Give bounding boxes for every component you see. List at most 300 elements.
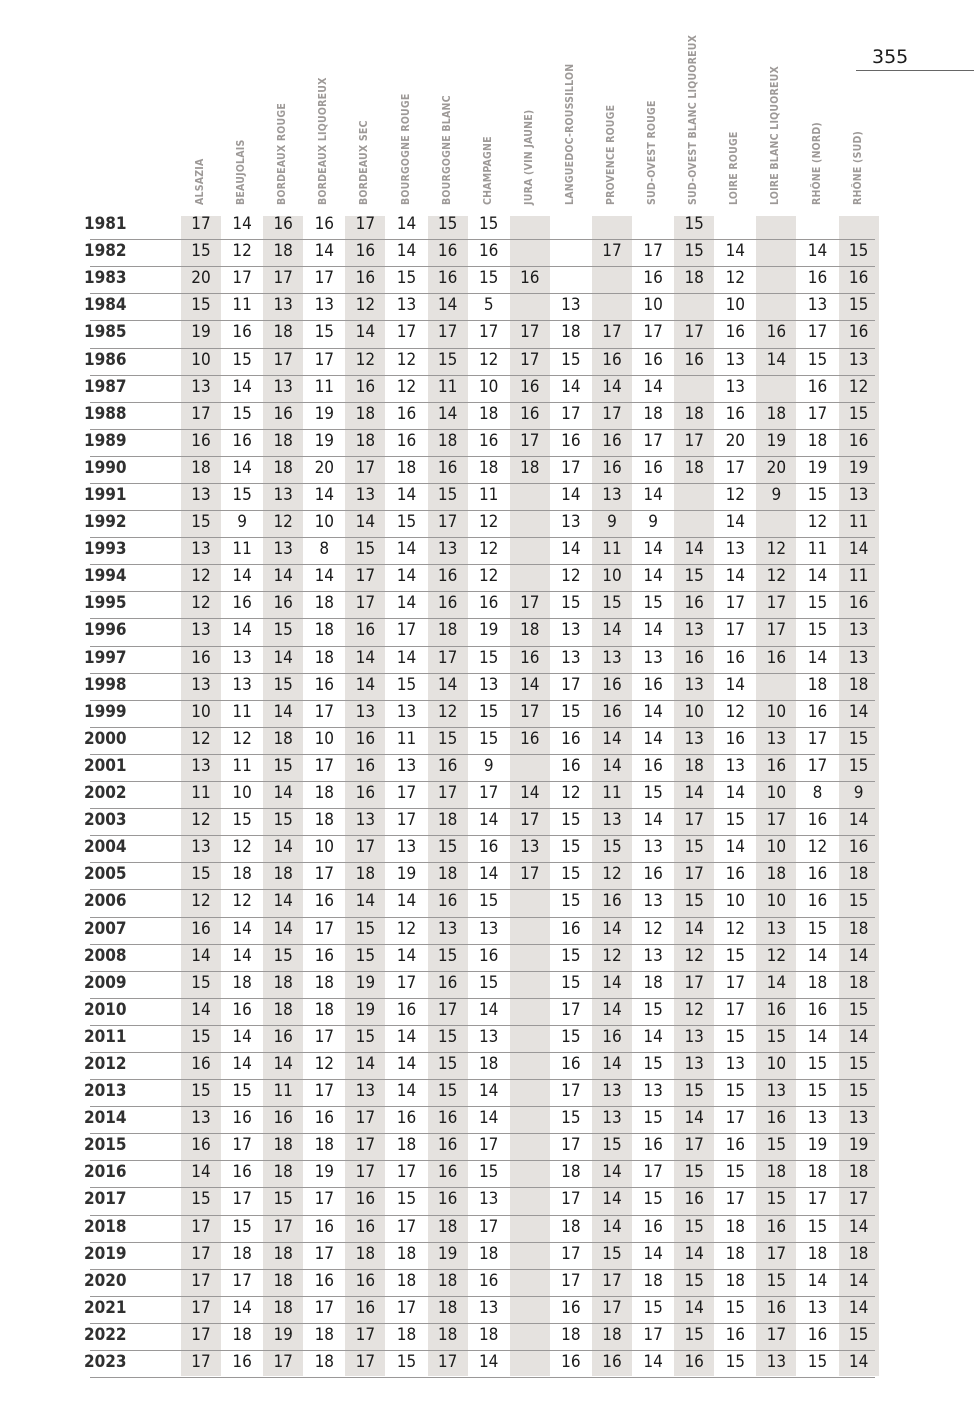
score-cell: 15 xyxy=(191,1026,211,1047)
score-cell: 17 xyxy=(643,322,663,343)
year-label: 2019 xyxy=(84,1243,127,1264)
score-cell: 14 xyxy=(520,674,540,695)
score-cell: 14 xyxy=(314,485,335,505)
score-cell: 13 xyxy=(191,755,211,776)
score-cell: 12 xyxy=(807,837,828,858)
score-cell: 16 xyxy=(602,891,622,912)
score-cell: 16 xyxy=(355,783,376,803)
row-divider xyxy=(90,320,875,321)
score-cell: 12 xyxy=(437,701,458,722)
score-cell: 14 xyxy=(396,593,417,614)
score-cell: 16 xyxy=(355,728,376,749)
year-label: 2015 xyxy=(84,1135,127,1156)
score-cell: 13 xyxy=(561,512,581,532)
score-cell: 15 xyxy=(807,1216,828,1237)
score-cell: 18 xyxy=(232,1243,252,1264)
score-cell: 13 xyxy=(273,539,293,560)
row-divider xyxy=(90,944,875,945)
column-header: LOIRE BLANC LIQUOREUX xyxy=(769,66,782,205)
score-cell: 14 xyxy=(602,999,622,1020)
score-cell: 12 xyxy=(848,376,869,397)
score-cell: 15 xyxy=(273,755,293,776)
score-cell: 13 xyxy=(355,810,376,831)
score-cell: 16 xyxy=(848,593,869,614)
score-cell: 16 xyxy=(314,674,335,695)
score-cell: 14 xyxy=(807,1026,828,1047)
score-cell: 14 xyxy=(602,918,622,939)
score-cell: 10 xyxy=(766,1054,787,1074)
score-cell: 15 xyxy=(766,1135,787,1156)
score-cell: 16 xyxy=(437,755,458,776)
score-cell: 13 xyxy=(602,647,622,668)
score-cell: 15 xyxy=(643,1189,663,1210)
score-cell: 8 xyxy=(812,783,823,803)
score-cell: 13 xyxy=(355,1081,376,1101)
score-cell: 15 xyxy=(848,755,869,776)
score-cell: 13 xyxy=(314,295,335,316)
score-cell: 17 xyxy=(273,349,293,370)
score-cell: 11 xyxy=(232,539,252,560)
column-header: SUD-OVEST BLANC LIQUOREUX xyxy=(687,34,700,205)
score-cell: 12 xyxy=(684,945,704,966)
score-cell: 14 xyxy=(643,620,663,641)
score-cell: 10 xyxy=(766,783,787,803)
score-cell: 11 xyxy=(232,755,252,776)
score-cell: 14 xyxy=(355,891,376,912)
score-cell: 15 xyxy=(273,620,293,641)
score-cell: 15 xyxy=(396,268,417,289)
score-cell: 15 xyxy=(684,214,704,234)
score-cell: 14 xyxy=(684,1243,704,1264)
score-cell: 18 xyxy=(273,1270,293,1291)
score-cell: 16 xyxy=(232,1162,252,1183)
year-label: 2006 xyxy=(84,891,127,912)
year-label: 1984 xyxy=(84,295,127,316)
year-label: 2012 xyxy=(84,1054,127,1074)
score-cell: 13 xyxy=(684,728,704,749)
score-cell: 16 xyxy=(437,566,458,587)
score-cell: 13 xyxy=(232,674,252,695)
score-cell: 12 xyxy=(766,945,787,966)
score-cell: 15 xyxy=(684,241,704,262)
score-cell: 18 xyxy=(684,268,704,289)
score-cell: 15 xyxy=(725,810,746,831)
year-label: 2013 xyxy=(84,1081,127,1101)
score-cell: 12 xyxy=(191,593,211,614)
score-cell: 17 xyxy=(478,1135,499,1156)
score-cell: 17 xyxy=(437,783,458,803)
score-cell: 17 xyxy=(725,972,746,993)
year-label: 2001 xyxy=(84,755,127,776)
score-cell: 15 xyxy=(848,891,869,912)
score-cell: 16 xyxy=(807,701,828,722)
score-cell: 14 xyxy=(396,566,417,587)
score-cell: 17 xyxy=(314,1189,335,1210)
score-cell: 11 xyxy=(848,566,869,587)
score-cell: 16 xyxy=(191,647,211,668)
score-cell: 17 xyxy=(437,512,458,532)
score-cell: 16 xyxy=(273,214,293,234)
score-cell: 16 xyxy=(807,810,828,831)
score-cell: 17 xyxy=(766,593,787,614)
score-cell: 18 xyxy=(561,1324,581,1345)
score-cell: 13 xyxy=(396,295,417,316)
row-divider xyxy=(90,564,875,565)
score-cell: 13 xyxy=(684,620,704,641)
score-cell: 17 xyxy=(561,999,581,1020)
score-cell: 14 xyxy=(273,783,293,803)
score-cell: 14 xyxy=(807,647,828,668)
score-cell: 16 xyxy=(807,268,828,289)
score-cell: 15 xyxy=(478,214,499,234)
score-cell: 17 xyxy=(396,783,417,803)
score-cell: 18 xyxy=(273,728,293,749)
score-cell: 13 xyxy=(273,295,293,316)
score-cell: 17 xyxy=(725,999,746,1020)
score-cell: 14 xyxy=(355,512,376,532)
score-cell: 12 xyxy=(232,241,252,262)
year-label: 1997 xyxy=(84,647,127,668)
score-cell: 17 xyxy=(191,1270,211,1291)
year-label: 2023 xyxy=(84,1352,127,1372)
score-cell: 14 xyxy=(602,972,622,993)
score-cell: 15 xyxy=(561,972,581,993)
score-cell: 15 xyxy=(602,837,622,858)
score-cell: 15 xyxy=(273,810,293,831)
score-cell: 14 xyxy=(602,1189,622,1210)
score-cell: 15 xyxy=(191,1081,211,1101)
column-header: JURA (VIN JAUNE) xyxy=(522,109,535,205)
score-cell: 15 xyxy=(355,945,376,966)
score-cell: 17 xyxy=(520,593,540,614)
row-divider xyxy=(90,348,875,349)
score-cell: 16 xyxy=(273,403,293,424)
score-cell: 17 xyxy=(314,1243,335,1264)
score-cell: 17 xyxy=(191,1324,211,1345)
score-cell: 15 xyxy=(561,1026,581,1047)
score-cell: 18 xyxy=(478,1324,499,1345)
score-cell: 15 xyxy=(807,918,828,939)
score-cell: 14 xyxy=(848,1216,869,1237)
score-cell: 15 xyxy=(848,241,869,262)
score-cell: 18 xyxy=(520,620,540,641)
score-cell: 14 xyxy=(643,376,663,397)
score-cell: 19 xyxy=(848,1135,869,1156)
score-cell: 12 xyxy=(561,783,581,803)
score-cell: 18 xyxy=(807,430,828,451)
row-divider xyxy=(90,1377,875,1378)
score-cell: 18 xyxy=(273,1243,293,1264)
score-cell: 17 xyxy=(478,1216,499,1237)
score-cell: 16 xyxy=(478,837,499,858)
score-cell: 13 xyxy=(766,1081,787,1101)
score-cell: 14 xyxy=(807,241,828,262)
score-cell: 17 xyxy=(725,620,746,641)
score-cell: 18 xyxy=(520,457,540,478)
row-divider xyxy=(90,618,875,619)
score-cell: 14 xyxy=(355,322,376,343)
year-label: 1987 xyxy=(84,376,127,397)
score-cell: 15 xyxy=(725,945,746,966)
year-label: 2005 xyxy=(84,864,127,885)
score-cell: 17 xyxy=(602,1270,622,1291)
score-cell: 16 xyxy=(725,1324,746,1345)
score-cell: 14 xyxy=(725,512,746,532)
score-cell: 14 xyxy=(643,539,663,560)
column-header: LOIRE ROUGE xyxy=(728,131,741,205)
score-cell: 13 xyxy=(561,295,581,316)
year-label: 2007 xyxy=(84,918,127,939)
score-cell: 14 xyxy=(355,1054,376,1074)
score-cell: 10 xyxy=(766,891,787,912)
score-cell: 15 xyxy=(643,1108,663,1129)
score-cell: 9 xyxy=(483,755,494,776)
score-cell: 14 xyxy=(273,837,293,858)
score-cell: 13 xyxy=(191,620,211,641)
score-cell: 14 xyxy=(643,1026,663,1047)
score-cell: 16 xyxy=(766,322,787,343)
score-cell: 20 xyxy=(725,430,746,451)
score-cell: 17 xyxy=(561,1189,581,1210)
year-label: 1986 xyxy=(84,349,127,370)
score-cell: 16 xyxy=(848,268,869,289)
score-cell: 18 xyxy=(437,1297,458,1318)
score-cell: 18 xyxy=(725,1243,746,1264)
score-cell: 15 xyxy=(273,945,293,966)
score-cell: 17 xyxy=(561,1243,581,1264)
score-cell: 18 xyxy=(561,1216,581,1237)
score-cell: 15 xyxy=(478,268,499,289)
score-cell: 17 xyxy=(684,972,704,993)
score-cell: 14 xyxy=(602,1162,622,1183)
year-label: 2018 xyxy=(84,1216,127,1237)
score-cell: 18 xyxy=(273,1135,293,1156)
score-cell: 16 xyxy=(561,1297,581,1318)
score-cell: 16 xyxy=(191,1054,211,1074)
score-cell: 13 xyxy=(684,674,704,695)
score-cell: 15 xyxy=(684,566,704,587)
year-label: 2021 xyxy=(84,1297,127,1318)
score-cell: 16 xyxy=(314,1108,335,1129)
score-cell: 15 xyxy=(478,701,499,722)
score-cell: 15 xyxy=(191,241,211,262)
score-cell: 17 xyxy=(273,1352,293,1372)
score-cell: 14 xyxy=(232,918,252,939)
score-cell: 16 xyxy=(561,1352,581,1372)
score-cell: 16 xyxy=(561,1054,581,1074)
row-divider xyxy=(90,862,875,863)
score-cell: 15 xyxy=(684,837,704,858)
score-cell: 16 xyxy=(848,837,869,858)
score-cell: 14 xyxy=(232,620,252,641)
score-cell: 16 xyxy=(314,1216,335,1237)
score-cell: 10 xyxy=(602,566,622,587)
score-cell: 17 xyxy=(725,593,746,614)
score-cell: 17 xyxy=(520,864,540,885)
score-cell: 16 xyxy=(191,1135,211,1156)
row-divider xyxy=(90,537,875,538)
score-cell: 13 xyxy=(478,1026,499,1047)
score-cell: 13 xyxy=(602,810,622,831)
score-cell: 14 xyxy=(725,783,746,803)
score-cell: 14 xyxy=(232,1026,252,1047)
score-cell: 17 xyxy=(561,457,581,478)
score-cell: 13 xyxy=(643,891,663,912)
score-cell: 13 xyxy=(355,485,376,505)
year-label: 2017 xyxy=(84,1189,127,1210)
year-label: 1983 xyxy=(84,268,127,289)
score-cell: 18 xyxy=(355,864,376,885)
score-cell: 14 xyxy=(807,566,828,587)
score-cell: 11 xyxy=(848,512,869,532)
score-cell: 16 xyxy=(437,1189,458,1210)
score-cell: 17 xyxy=(807,755,828,776)
score-cell: 13 xyxy=(396,701,417,722)
score-cell: 20 xyxy=(191,268,211,289)
column-header: RHÔNE (NORD) xyxy=(810,122,823,205)
score-cell: 14 xyxy=(602,620,622,641)
score-cell: 17 xyxy=(314,864,335,885)
score-cell: 14 xyxy=(396,1081,417,1101)
score-cell: 12 xyxy=(232,728,252,749)
score-cell: 17 xyxy=(355,457,376,478)
row-divider xyxy=(90,889,875,890)
score-cell: 18 xyxy=(725,1216,746,1237)
score-cell: 9 xyxy=(237,512,247,532)
score-cell: 17 xyxy=(355,1162,376,1183)
score-cell: 13 xyxy=(684,1054,704,1074)
score-cell: 14 xyxy=(396,539,417,560)
score-cell: 13 xyxy=(643,945,663,966)
score-cell: 17 xyxy=(807,322,828,343)
score-cell: 18 xyxy=(273,999,293,1020)
score-cell: 14 xyxy=(396,214,417,234)
score-cell: 16 xyxy=(684,1352,704,1372)
score-cell: 18 xyxy=(437,864,458,885)
row-divider xyxy=(90,971,875,972)
row-divider xyxy=(90,429,875,430)
score-cell: 14 xyxy=(766,972,787,993)
score-cell: 14 xyxy=(396,485,417,505)
score-cell: 14 xyxy=(478,999,499,1020)
score-cell: 14 xyxy=(561,539,581,560)
score-cell: 19 xyxy=(478,620,499,641)
score-cell: 17 xyxy=(396,1297,417,1318)
score-cell: 15 xyxy=(561,891,581,912)
score-cell: 18 xyxy=(232,972,252,993)
score-cell: 18 xyxy=(807,972,828,993)
score-cell: 16 xyxy=(437,1162,458,1183)
score-cell: 13 xyxy=(643,1081,663,1101)
score-cell: 17 xyxy=(766,1324,787,1345)
score-cell: 11 xyxy=(232,701,252,722)
score-cell: 15 xyxy=(643,1297,663,1318)
score-cell: 17 xyxy=(396,1162,417,1183)
score-cell: 16 xyxy=(561,918,581,939)
score-cell: 17 xyxy=(602,322,622,343)
score-cell: 17 xyxy=(191,1243,211,1264)
score-cell: 17 xyxy=(396,1216,417,1237)
score-cell: 13 xyxy=(602,1108,622,1129)
column-header: BEAUJOLAIS xyxy=(235,139,248,205)
score-cell: 19 xyxy=(314,430,335,451)
score-cell: 17 xyxy=(355,566,376,587)
score-cell: 16 xyxy=(191,430,211,451)
row-divider xyxy=(90,1350,875,1351)
score-cell: 16 xyxy=(273,1026,293,1047)
score-cell: 12 xyxy=(232,837,252,858)
score-cell: 15 xyxy=(396,674,417,695)
row-divider xyxy=(90,375,875,376)
score-cell: 14 xyxy=(602,1216,622,1237)
score-cell: 20 xyxy=(314,457,335,478)
year-label: 1996 xyxy=(84,620,127,641)
year-label: 2010 xyxy=(84,999,127,1020)
score-cell: 17 xyxy=(273,268,293,289)
score-cell: 18 xyxy=(561,322,581,343)
score-cell: 15 xyxy=(807,1081,828,1101)
score-cell: 13 xyxy=(561,620,581,641)
score-cell: 14 xyxy=(848,945,869,966)
score-cell: 15 xyxy=(725,1026,746,1047)
score-cell: 15 xyxy=(848,295,869,316)
row-divider xyxy=(90,917,875,918)
score-cell: 15 xyxy=(848,403,869,424)
score-cell: 15 xyxy=(314,322,335,343)
column-header: BORDEAUX ROUGE xyxy=(276,102,289,205)
score-cell: 14 xyxy=(273,918,293,939)
score-cell: 17 xyxy=(725,1189,746,1210)
score-cell: 17 xyxy=(191,214,211,234)
score-cell: 10 xyxy=(643,295,663,316)
score-cell: 18 xyxy=(561,1162,581,1183)
score-cell: 17 xyxy=(396,620,417,641)
score-cell: 14 xyxy=(232,214,252,234)
score-cell: 11 xyxy=(396,728,417,749)
score-cell: 13 xyxy=(602,485,622,505)
score-cell: 17 xyxy=(766,620,787,641)
score-cell: 17 xyxy=(684,430,704,451)
score-cell: 17 xyxy=(314,918,335,939)
score-cell: 15 xyxy=(437,1054,458,1074)
score-cell: 12 xyxy=(396,918,417,939)
score-cell: 12 xyxy=(725,918,746,939)
column-header: BORDEAUX LIQUOREUX xyxy=(317,77,330,205)
score-cell: 14 xyxy=(643,485,663,505)
score-cell: 17 xyxy=(684,1135,704,1156)
score-cell: 16 xyxy=(520,728,540,749)
score-cell: 17 xyxy=(684,810,704,831)
score-cell: 11 xyxy=(602,539,622,560)
year-label: 2008 xyxy=(84,945,127,966)
score-cell: 15 xyxy=(437,1026,458,1047)
column-header: LANGUEDOC-ROUSSILLON xyxy=(563,63,576,205)
score-cell: 11 xyxy=(478,485,499,505)
score-cell: 15 xyxy=(602,1243,622,1264)
score-cell: 15 xyxy=(478,972,499,993)
score-cell: 13 xyxy=(273,485,293,505)
score-cell: 19 xyxy=(314,1162,335,1183)
score-cell: 12 xyxy=(396,376,417,397)
score-cell: 15 xyxy=(478,647,499,668)
score-cell: 14 xyxy=(561,376,581,397)
row-divider xyxy=(90,293,875,294)
score-cell: 19 xyxy=(396,864,417,885)
score-cell: 16 xyxy=(232,1352,252,1372)
score-cell: 12 xyxy=(478,566,499,587)
score-cell: 17 xyxy=(232,1135,252,1156)
score-cell: 17 xyxy=(561,1135,581,1156)
